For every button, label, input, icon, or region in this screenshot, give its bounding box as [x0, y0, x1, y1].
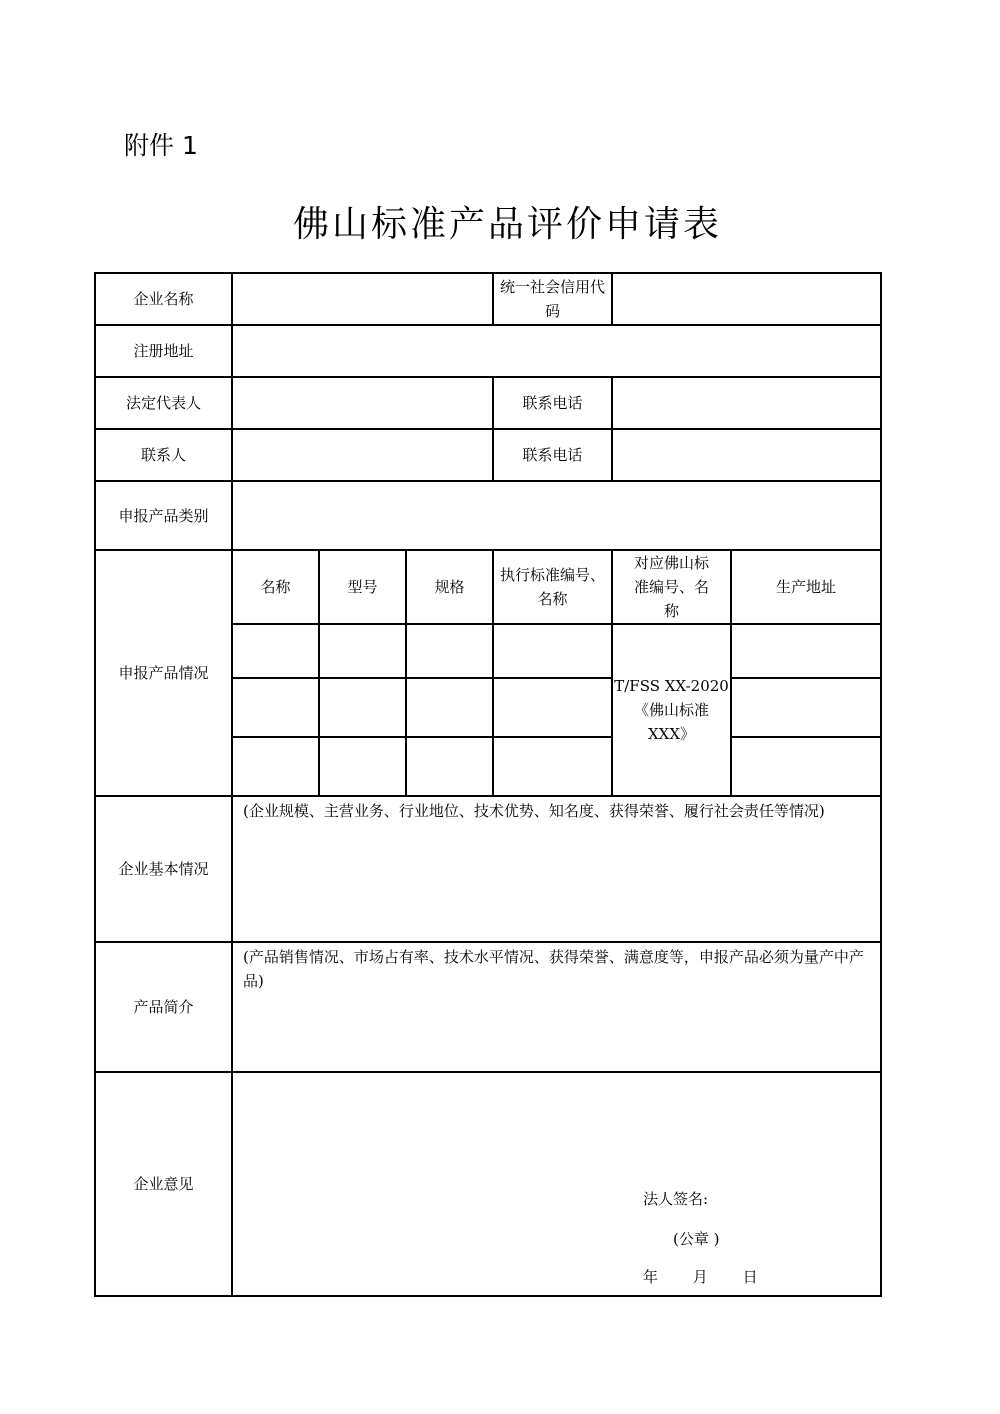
address-field[interactable]	[232, 325, 881, 377]
basic-info-note[interactable]: (企业规模、主营业务、行业地位、技术优势、知名度、获得荣誉、履行社会责任等情况)	[232, 796, 881, 942]
signer-label: 法人签名:	[643, 1190, 709, 1208]
phone-field[interactable]	[612, 377, 881, 429]
seal-label: (公章 )	[673, 1230, 720, 1248]
table-row	[95, 325, 881, 377]
table-row	[95, 481, 881, 550]
product-header-address: 生产地址	[731, 550, 881, 624]
address-label: 注册地址	[95, 325, 232, 377]
table-row	[95, 796, 881, 942]
product-cell[interactable]	[493, 737, 612, 796]
table-row	[95, 377, 881, 429]
category-label: 申报产品类别	[95, 481, 232, 550]
phone-label: 联系电话	[493, 377, 612, 429]
company-name-label: 企业名称	[95, 273, 232, 325]
intro-label: 产品简介	[95, 942, 232, 1072]
product-cell[interactable]	[731, 678, 881, 737]
standard-name-line: 《佛山标准	[634, 701, 710, 719]
product-cell[interactable]	[232, 678, 319, 737]
product-cell[interactable]	[493, 678, 612, 737]
table-row	[95, 942, 881, 1072]
intro-note[interactable]: (产品销售情况、市场占有率、技术水平情况、获得荣誉、满意度等，申报产品必须为量产中产品)	[232, 942, 881, 1072]
credit-code-label: 统一社会信用代码	[493, 273, 612, 325]
table-row	[95, 429, 881, 481]
day-label: 日	[742, 1268, 758, 1286]
product-header-spec: 规格	[406, 550, 493, 624]
contact-label: 联系人	[95, 429, 232, 481]
year-label: 年	[643, 1268, 659, 1286]
product-cell[interactable]	[232, 737, 319, 796]
product-cell[interactable]	[731, 624, 881, 678]
product-cell[interactable]	[406, 624, 493, 678]
category-field[interactable]	[232, 481, 881, 550]
attachment-label: 附件 1	[124, 131, 198, 160]
product-cell[interactable]	[731, 737, 881, 796]
opinion-field[interactable]	[232, 1072, 881, 1296]
legal-rep-label: 法定代表人	[95, 377, 232, 429]
contact-phone-label: 联系电话	[493, 429, 612, 481]
standard-number: T/FSS XX-2020	[614, 677, 729, 695]
product-cell[interactable]	[406, 737, 493, 796]
table-row	[95, 273, 881, 325]
product-header-foshan-standard: 对应佛山标准编号、名称	[612, 550, 731, 624]
product-cell[interactable]	[319, 678, 406, 737]
contact-phone-field[interactable]	[612, 429, 881, 481]
company-name-field[interactable]	[232, 273, 493, 325]
credit-code-field[interactable]	[612, 273, 881, 325]
product-header-exec-standard: 执行标准编号、名称	[493, 550, 612, 624]
products-label: 申报产品情况	[95, 550, 232, 796]
legal-rep-field[interactable]	[232, 377, 493, 429]
product-header-model: 型号	[319, 550, 406, 624]
contact-field[interactable]	[232, 429, 493, 481]
basic-info-label: 企业基本情况	[95, 796, 232, 942]
date-line	[643, 1265, 758, 1289]
opinion-label: 企业意见	[95, 1072, 232, 1296]
product-header-name: 名称	[232, 550, 319, 624]
product-cell[interactable]	[319, 624, 406, 678]
product-cell[interactable]	[493, 624, 612, 678]
foshan-standard-value	[612, 624, 731, 796]
product-cell[interactable]	[406, 678, 493, 737]
product-cell[interactable]	[232, 624, 319, 678]
month-label: 月	[692, 1268, 708, 1286]
standard-name-line: XXX》	[648, 725, 696, 743]
table-row	[95, 1072, 881, 1296]
table-row	[95, 550, 881, 624]
page-title: 佛山标准产品评价申请表	[292, 204, 722, 245]
product-cell[interactable]	[319, 737, 406, 796]
application-form-table	[94, 272, 882, 1297]
